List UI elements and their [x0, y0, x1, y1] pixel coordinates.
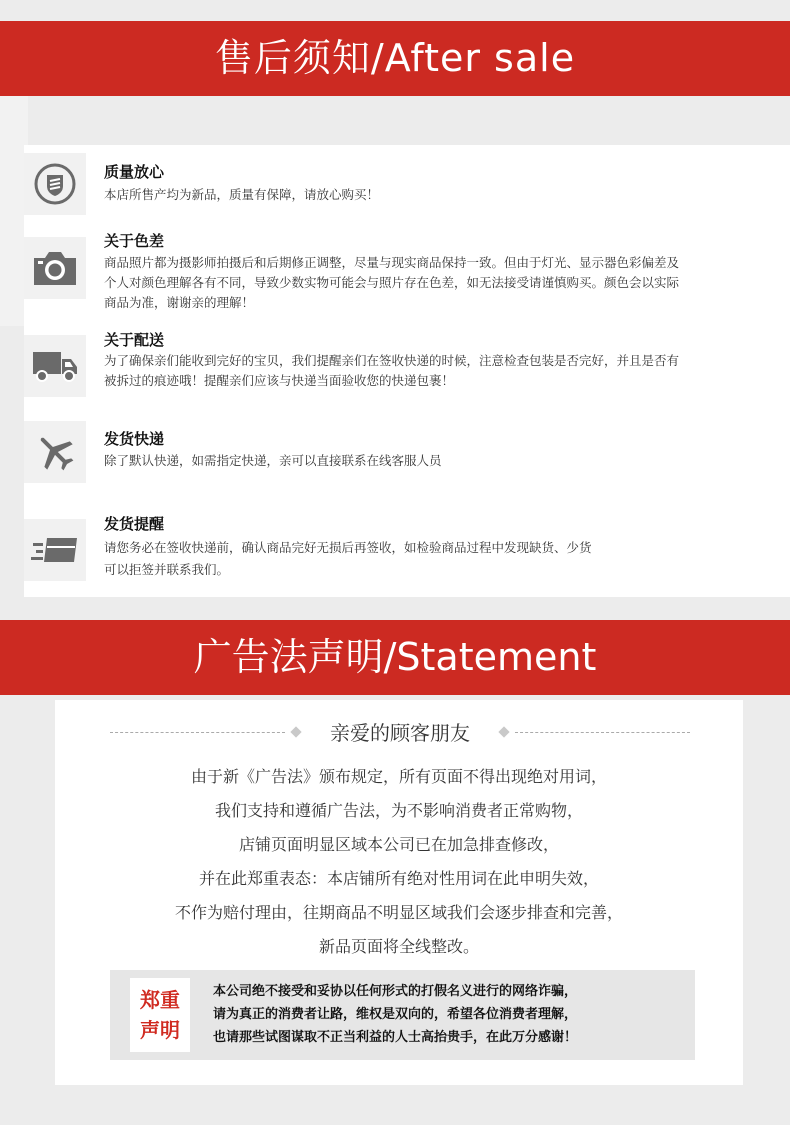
item-title: 关于配送 — [104, 331, 165, 349]
item-text: 为了确保亲们能收到完好的宝贝，我们提醒亲们在签收快递的时候，注意检查包装是否完好，并且是否有 被拆过的痕迹哦！提醒亲们应该与快递当面验收您的快递包裹！ — [104, 353, 680, 388]
dear-customer-heading — [110, 718, 690, 748]
statement-text — [55, 760, 743, 964]
statement-line: 我们支持和遵循广告法，为不影响消费者正常购物， — [214, 801, 583, 820]
item-title: 发货快递 — [104, 430, 165, 448]
camera-icon — [24, 237, 86, 299]
after-sale-panel — [24, 145, 790, 597]
statement-line: 新品页面将全线整改。 — [318, 937, 479, 956]
dear-customer-title: 亲爱的顾客朋友 — [330, 721, 470, 745]
statement-banner: 广告法声明/Statement — [0, 620, 790, 695]
solemn-notice-text: 本公司绝不接受和妥协以任何形式的打假名义进行的网络诈骗， 请为真正的消费者让路，维权是双向的，希望各位消费者理解， 也请那些试图谋取不正当利益的人士高抬贵手，在此万分感谢！ — [213, 984, 578, 1045]
item-text: 商品照片都为摄影师拍摄后和后期修正调整，尽量与现实商品保持一致。但由于灯光、显示器色彩偏差及 个人对颜色理解各有不同，导致少数实物可能会与照片存在色差，如无法接受请谨慎购买。颜色会以实际 商品为准，谢谢亲的理解！ — [104, 255, 680, 310]
statement-line: 由于新《广告法》颁布规定，所有页面不得出现绝对用词， — [190, 767, 607, 786]
item-title: 发货提醒 — [104, 515, 165, 533]
after-sale-banner: 售后须知/After sale — [0, 21, 790, 96]
solemn-notice-label: 郑重 声明 — [130, 978, 190, 1052]
item-title: 关于色差 — [104, 232, 165, 250]
item-text: 请您务必在签收快递前，确认商品完好无损后再签收，如检验商品过程中发现缺货、少货 可以拒签并联系我们。 — [104, 540, 592, 577]
fast-delivery-icon — [24, 519, 86, 581]
item-text: 本店所售产均为新品，质量有保障，请放心购买！ — [104, 187, 380, 202]
solemn-notice-box — [110, 970, 695, 1060]
truck-icon — [24, 335, 86, 397]
item-title: 质量放心 — [104, 163, 165, 181]
shield-icon — [24, 153, 86, 215]
statement-line: 店铺页面明显区域本公司已在加急排查修改， — [238, 835, 559, 854]
statement-line: 并在此郑重表态：本店铺所有绝对性用词在此申明失效， — [198, 869, 599, 888]
divider — [515, 732, 690, 733]
item-text: 除了默认快递，如需指定快递，亲可以直接联系在线客服人员 — [104, 453, 442, 468]
statement-line: 不作为赔付理由，往期商品不明显区域我们会逐步排查和完善， — [174, 903, 623, 922]
statement-panel — [55, 700, 743, 1085]
airplane-icon — [24, 421, 86, 483]
